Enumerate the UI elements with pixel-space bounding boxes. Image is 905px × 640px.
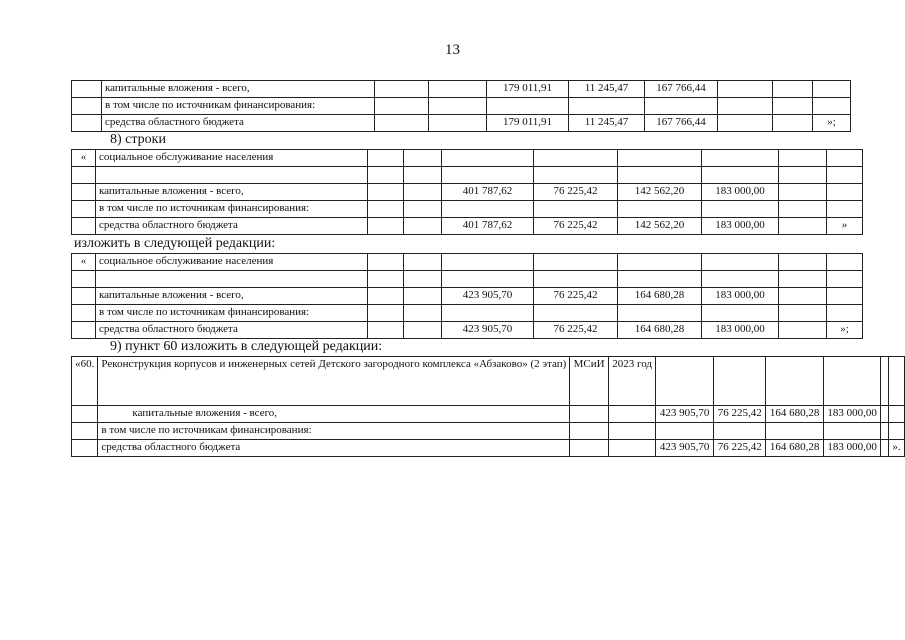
cell-value: 164 680,28 (618, 288, 702, 305)
cell-value: 164 680,28 (766, 440, 823, 457)
cell-total: 423 905,70 (656, 406, 714, 423)
cell-total: 179 011,91 (487, 115, 569, 132)
cell-value: 11 245,47 (569, 115, 645, 132)
cell-value: 164 680,28 (618, 322, 702, 339)
table-row (72, 115, 851, 132)
section-title: социальное обслуживание населения (96, 150, 368, 167)
row-label: капитальные вложения - всего, (96, 184, 368, 201)
table-row (72, 254, 863, 271)
cell-value: 183 000,00 (702, 184, 779, 201)
heading-edit: изложить в следующей редакции: (74, 236, 276, 251)
table-row (72, 218, 863, 235)
cell-end: » (827, 218, 863, 235)
row-label: в том числе по источникам финансирования: (96, 201, 368, 218)
cell-value: 76 225,42 (534, 184, 618, 201)
cell-value: 183 000,00 (702, 218, 779, 235)
cell-value: 142 562,20 (618, 184, 702, 201)
cell-value: 76 225,42 (534, 322, 618, 339)
cell-value: 76 225,42 (534, 218, 618, 235)
row-label: средства областного бюджета (96, 322, 368, 339)
row-label: в том числе по источникам финансирования: (96, 305, 368, 322)
open-quote: « (72, 254, 96, 271)
row-label: средства областного бюджета (98, 440, 570, 457)
table-row (72, 81, 851, 98)
cell-value: 183 000,00 (823, 406, 880, 423)
row-label: средства областного бюджета (96, 218, 368, 235)
table-row (72, 184, 863, 201)
cell-value: 76 225,42 (534, 288, 618, 305)
heading-9: 9) пункт 60 изложить в следующей редакции: (110, 339, 383, 354)
cell-total: 423 905,70 (442, 288, 534, 305)
cell-end: »; (827, 322, 863, 339)
heading-8: 8) строки (110, 132, 166, 147)
cell-end: »; (813, 115, 851, 132)
item-agency: МСиИ (570, 357, 609, 406)
table-1 (71, 80, 851, 132)
row-label: капитальные вложения - всего, (96, 288, 368, 305)
cell-value: 183 000,00 (823, 440, 880, 457)
table-2 (71, 149, 863, 235)
cell-value (718, 115, 773, 132)
cell-value (718, 81, 773, 98)
cell-end (813, 81, 851, 98)
table-row (72, 271, 863, 288)
cell-total: 401 787,62 (442, 218, 534, 235)
table-3 (71, 253, 863, 339)
row-label: в том числе по источникам финансирования: (102, 98, 375, 115)
table-row (72, 201, 863, 218)
table-row (72, 357, 905, 406)
row-label: капитальные вложения - всего, (102, 81, 375, 98)
cell-value: 164 680,28 (766, 406, 823, 423)
row-label: средства областного бюджета (102, 115, 375, 132)
cell-total: 179 011,91 (487, 81, 569, 98)
table-4 (71, 356, 905, 457)
table-row (72, 288, 863, 305)
section-title: социальное обслуживание населения (96, 254, 368, 271)
table-row (72, 406, 905, 423)
table-row (72, 440, 905, 457)
cell-value: 76 225,42 (714, 440, 766, 457)
table-row (72, 423, 905, 440)
table-row (72, 322, 863, 339)
item-title: Реконструкция корпусов и инженерных сетей Детского загородного комплекса «Абзаково» (2 этап) (98, 357, 570, 406)
cell-value: 142 562,20 (618, 218, 702, 235)
cell-value: 183 000,00 (702, 322, 779, 339)
cell-total: 423 905,70 (656, 440, 714, 457)
item-number: «60. (72, 357, 98, 406)
page-number: 13 (445, 42, 460, 58)
cell-total: 423 905,70 (442, 322, 534, 339)
cell-value: 76 225,42 (714, 406, 766, 423)
cell-value: 167 766,44 (645, 81, 718, 98)
cell-value: 183 000,00 (702, 288, 779, 305)
cell-end: ». (889, 440, 905, 457)
row-label: капитальные вложения - всего, (98, 406, 570, 423)
item-year: 2023 год (608, 357, 655, 406)
row-label: в том числе по источникам финансирования: (98, 423, 570, 440)
cell-value: 167 766,44 (645, 115, 718, 132)
open-quote: « (72, 150, 96, 167)
table-row (72, 150, 863, 167)
table-row (72, 305, 863, 322)
cell-total: 401 787,62 (442, 184, 534, 201)
cell-value: 11 245,47 (569, 81, 645, 98)
table-row (72, 167, 863, 184)
table-row (72, 98, 851, 115)
